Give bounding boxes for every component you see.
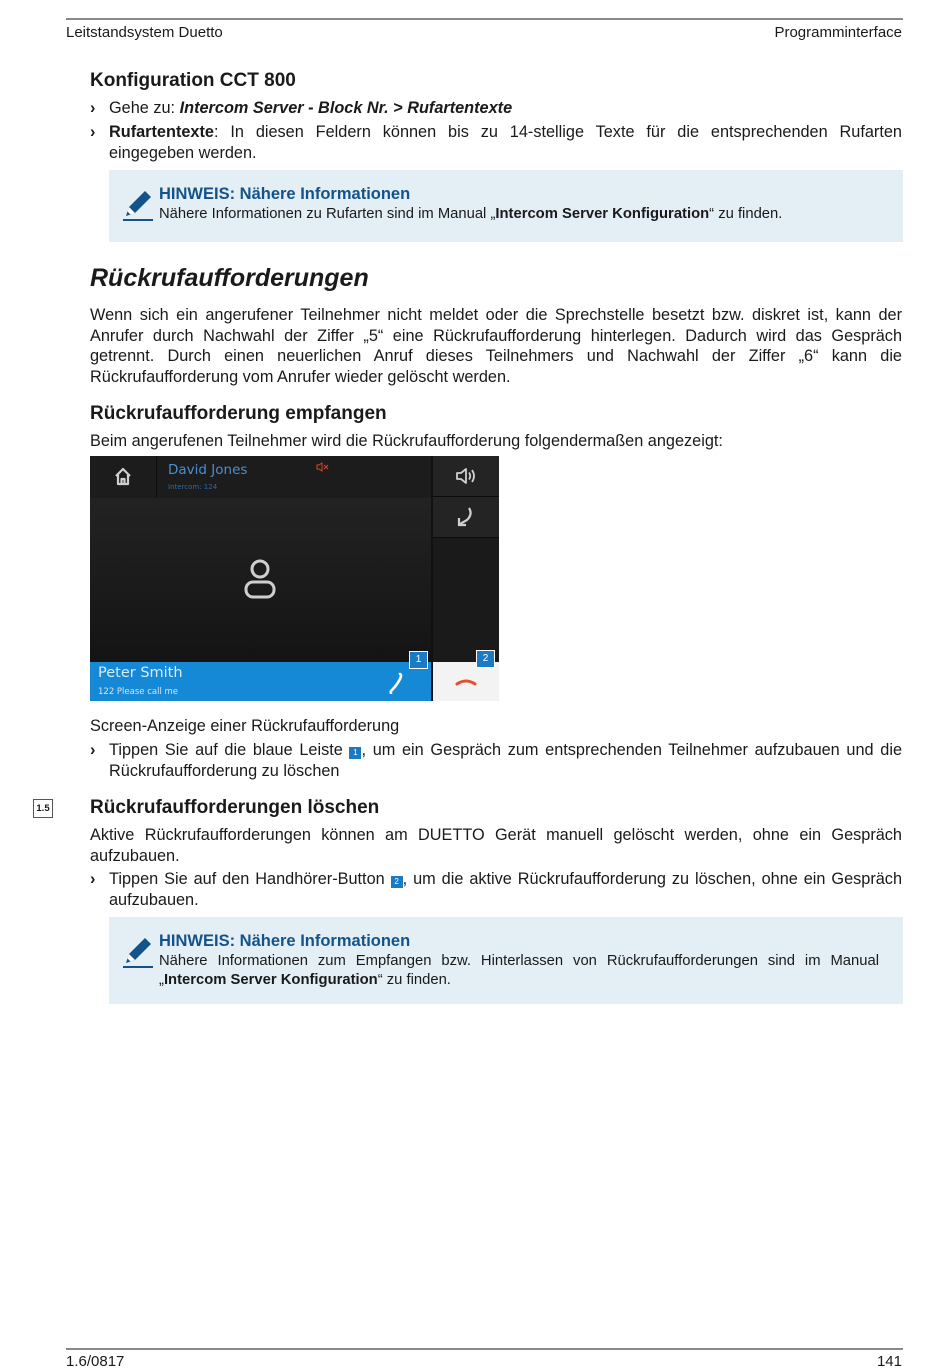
- home-icon: [90, 456, 156, 498]
- cct800-bullet-rufartentexte: [90, 122, 902, 163]
- marker-2: 2: [476, 650, 495, 668]
- receive-bullet: › Tippen Sie auf die blaue Leiste 1 , um ein Gespräch zum entsprechenden Teilnehmer aufzubauen und die Rückrufaufforderung zu löschen: [90, 741, 902, 780]
- goto-path: Intercom Server - Block Nr. > Rufartentexte: [179, 99, 513, 117]
- receive-title: Rückrufaufforderung empfangen: [90, 403, 387, 424]
- bullet-arrow-icon: ›: [90, 123, 96, 141]
- delete-bullet: › Tippen Sie auf den Handhörer-Button 2 , um die aktive Rückrufaufforderung zu löschen, ohne ein Gespräch aufzubauen.: [90, 870, 902, 909]
- header-right: Programminterface: [774, 24, 902, 41]
- mute-speaker-icon: [316, 462, 330, 472]
- receive-intro: Beim angerufenen Teilnehmer wird die Rückrufaufforderung folgendermaßen angezeigt:: [90, 432, 723, 450]
- pencil-icon: [122, 935, 154, 969]
- marker-1: 1: [409, 651, 428, 669]
- device-screenshot: [90, 456, 499, 701]
- home-button[interactable]: [90, 456, 157, 498]
- rufartentexte-text: : In diesen Feldern können bis zu 14-stellige Texte für die entsprechenden Rufarten eingegeben werden.: [109, 123, 902, 162]
- delete-intro: Aktive Rückrufaufforderungen können am DUETTO Gerät manuell gelöscht werden, ohne ein Gespräch aufzubauen.: [90, 826, 902, 865]
- screen-top-bar: [90, 456, 431, 498]
- bullet-arrow-icon: ›: [90, 99, 96, 117]
- goto-prefix: Gehe zu:: [109, 99, 180, 117]
- note-1-text: Nähere Informationen zu Rufarten sind im Manual „Intercom Server Konfiguration“ zu finden.: [159, 206, 783, 222]
- bullet-arrow-icon: ›: [90, 870, 96, 888]
- footer-left: 1.6/0817: [66, 1353, 125, 1370]
- footer-right: 141: [876, 1353, 902, 1370]
- header-left: Leitstandsystem Duetto: [66, 24, 223, 41]
- callback-request-bar[interactable]: [90, 662, 431, 701]
- pencil-icon: [122, 188, 154, 222]
- peer-sub: 122 Please call me: [98, 687, 179, 697]
- section-intro: Wenn sich ein angerufener Teilnehmer nicht meldet oder die Sprechstelle besetzt bzw. diskret ist, kann der Anrufer durch Nachwahl der Ziffer „5“ eine Rückrufaufforderung hinterlegen. Dadurch wird das Gespräch getrennt. Durch einen neuerlichen Anruf dieses Teilnehmers und Nachwahl der Ziffer „6“ kann die Rückrufaufforderung vom Anrufer wieder gelöscht werden.: [90, 306, 902, 386]
- note-box-2: [109, 917, 903, 1004]
- header-rule: [66, 18, 903, 20]
- note-2-text: Nähere Informationen zum Empfangen bzw. Hinterlassen von Rückrufaufforderungen sind im Manual „Intercom Server Konfiguration“ zu finden.: [159, 953, 879, 988]
- note-1-title: HINWEIS: Nähere Informationen: [159, 185, 411, 203]
- screen-side-panel: [433, 456, 499, 662]
- caller-sub: Intercom: 124: [168, 483, 218, 491]
- user-avatar-icon: [240, 556, 280, 602]
- section-title: Rückrufaufforderungen: [90, 264, 369, 292]
- inline-marker-2: 2: [391, 876, 403, 888]
- speaker-button[interactable]: [433, 456, 499, 497]
- revision-margin-badge: 1.5: [33, 799, 53, 818]
- caller-name: David Jones: [168, 462, 248, 478]
- cct800-title: Konfiguration CCT 800: [90, 70, 296, 91]
- cct800-bullet-goto: [90, 98, 902, 119]
- note-box-1: [109, 170, 903, 242]
- note-2-title: HINWEIS: Nähere Informationen: [159, 932, 411, 950]
- return-arrow-icon: [433, 497, 499, 537]
- inline-marker-1: 1: [349, 747, 361, 759]
- back-button[interactable]: [433, 497, 499, 538]
- delete-title: Rückrufaufforderungen löschen: [90, 797, 380, 818]
- rufartentexte-term: Rufartentexte: [109, 123, 214, 141]
- handset-icon: [389, 672, 405, 694]
- bullet-arrow-icon: ›: [90, 741, 96, 759]
- speaker-volume-icon: [433, 456, 499, 496]
- screenshot-caption: Screen-Anzeige einer Rückrufaufforderung: [90, 717, 400, 735]
- peer-name: Peter Smith: [98, 665, 183, 681]
- footer-rule: [66, 1348, 903, 1350]
